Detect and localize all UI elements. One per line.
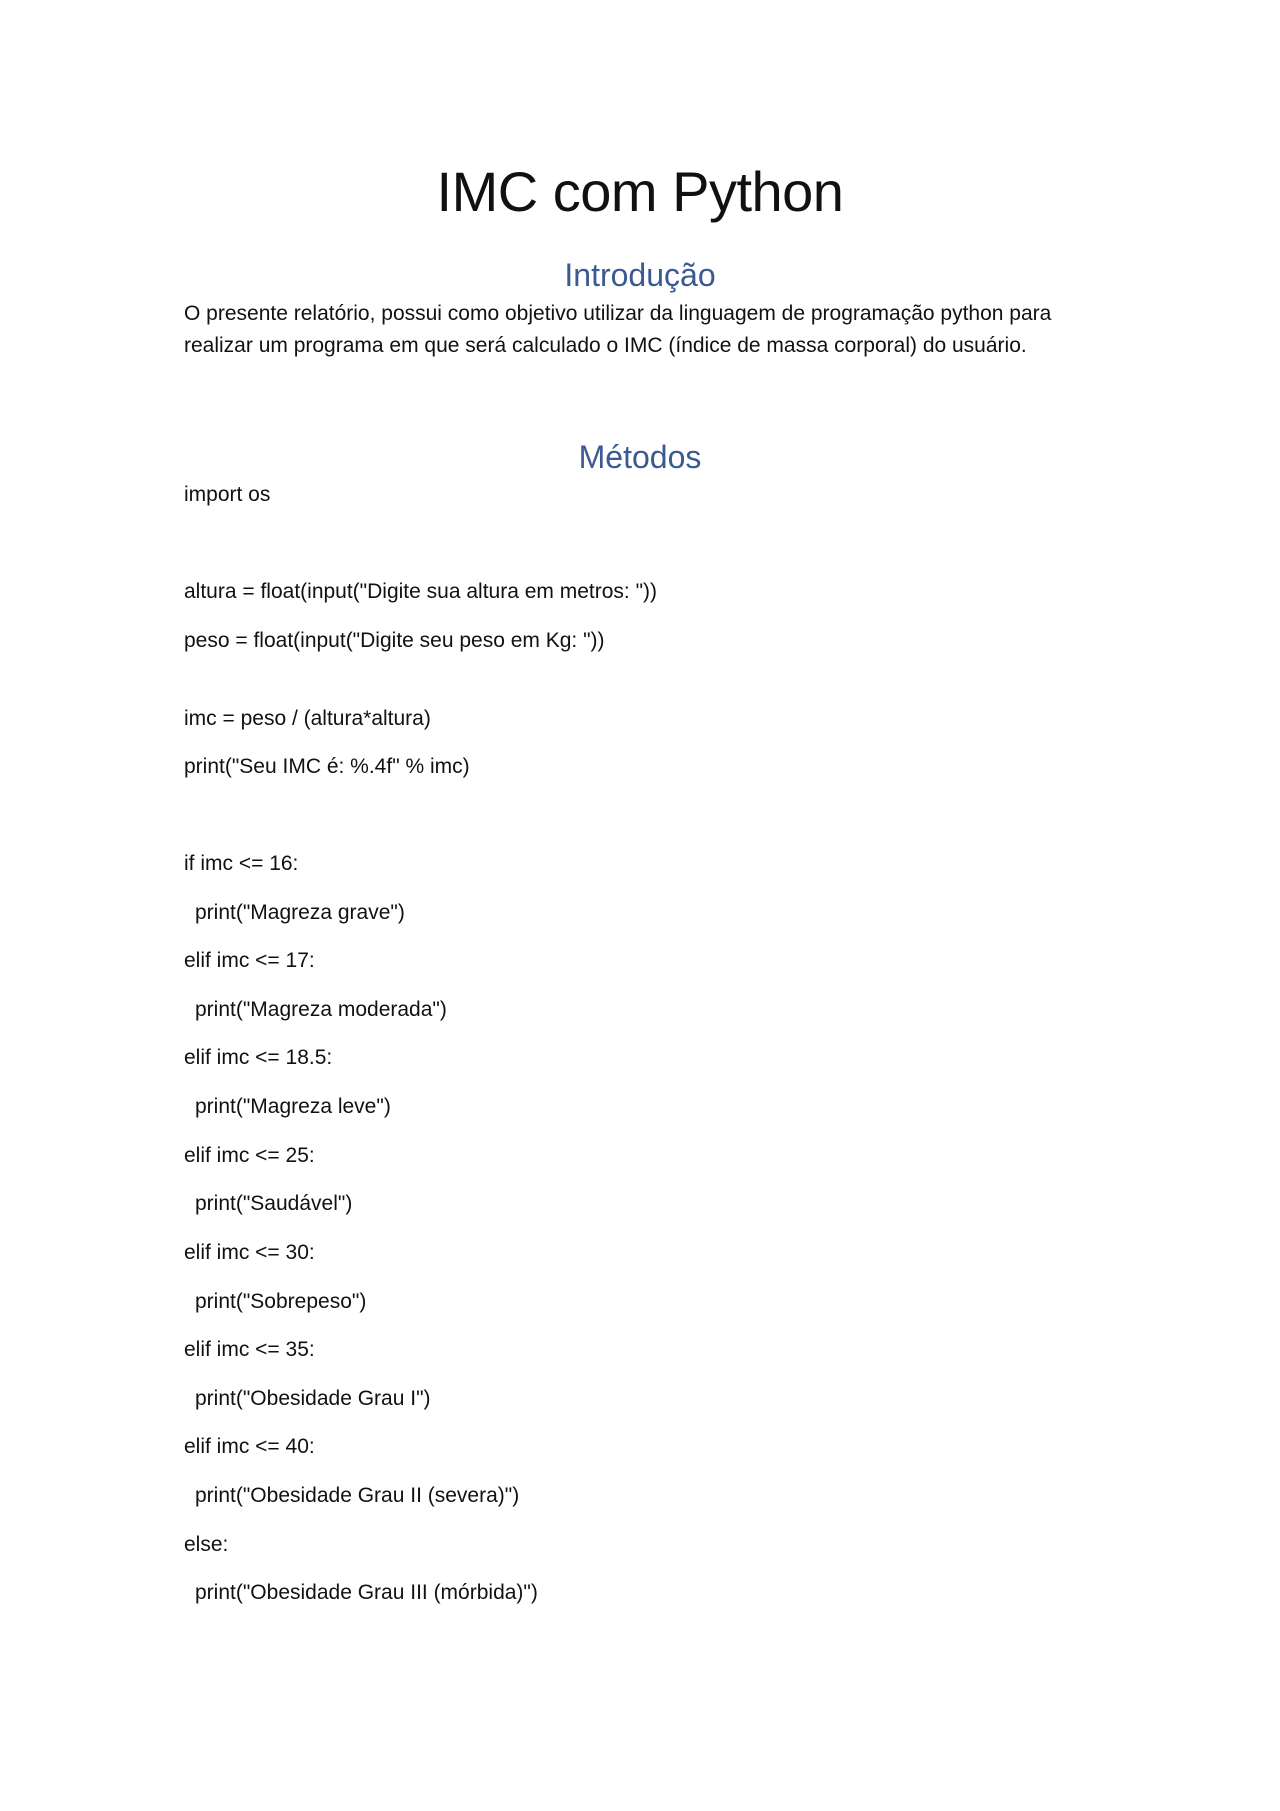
code-line: print("Magreza moderada") xyxy=(195,998,447,1021)
code-line: print("Magreza grave") xyxy=(195,901,405,924)
code-line: print("Obesidade Grau III (mórbida)") xyxy=(195,1581,538,1604)
document-title: IMC com Python xyxy=(436,160,844,223)
code-line: else: xyxy=(184,1533,229,1556)
code-line: peso = float(input("Digite seu peso em Kg: ")) xyxy=(184,629,605,652)
code-line: print("Seu IMC é: %.4f" % imc) xyxy=(184,755,470,778)
code-line: import os xyxy=(184,483,271,506)
code-line: elif imc <= 40: xyxy=(184,1435,315,1458)
code-line: print("Obesidade Grau I") xyxy=(195,1387,431,1410)
code-line: elif imc <= 30: xyxy=(184,1241,315,1264)
code-line: print("Magreza leve") xyxy=(195,1095,391,1118)
code-line: print("Obesidade Grau II (severa)") xyxy=(195,1484,520,1507)
code-line: elif imc <= 17: xyxy=(184,949,315,972)
code-line: elif imc <= 18.5: xyxy=(184,1046,333,1069)
methods-heading: Métodos xyxy=(578,439,702,475)
intro-heading: Introdução xyxy=(564,257,716,293)
code-line: imc = peso / (altura*altura) xyxy=(184,707,431,730)
code-line: elif imc <= 25: xyxy=(184,1144,315,1167)
code-line: print("Sobrepeso") xyxy=(195,1290,367,1313)
code-line: altura = float(input("Digite sua altura em metros: ")) xyxy=(184,580,658,603)
code-line: print("Saudável") xyxy=(195,1192,353,1215)
code-line: if imc <= 16: xyxy=(184,852,299,875)
code-line: elif imc <= 35: xyxy=(184,1338,315,1361)
intro-paragraph: O presente relatório, possui como objetivo utilizar da linguagem de programação python para realizar um programa em que será calculado o IMC (índice de massa corporal) do usuário. xyxy=(184,302,1052,357)
